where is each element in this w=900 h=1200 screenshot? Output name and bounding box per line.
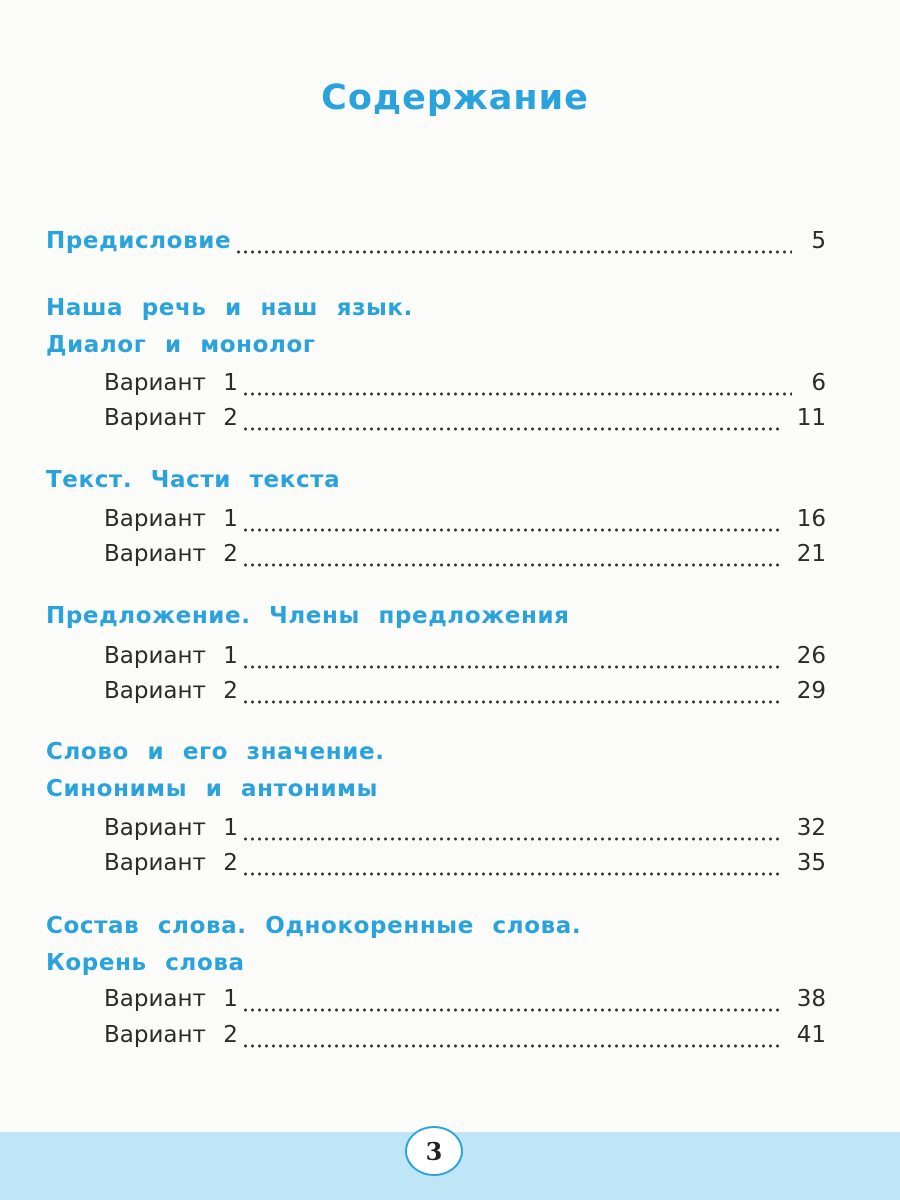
dot-leader	[242, 1044, 783, 1048]
toc-page-number: 41	[796, 1022, 826, 1048]
toc-entry-label: Предисловие	[46, 228, 232, 254]
toc-entry-variant[interactable]	[104, 815, 826, 849]
page-title: Содержание	[321, 78, 589, 118]
toc-page-number: 35	[796, 850, 826, 876]
section-heading	[46, 908, 581, 982]
toc-page-number: 21	[796, 541, 826, 567]
section-heading	[46, 734, 385, 808]
toc-entry-label: Вариант 2	[104, 541, 238, 567]
dot-leader	[242, 665, 783, 669]
toc-page-number: 16	[796, 506, 826, 532]
toc-page-number: 5	[811, 228, 826, 254]
section-heading	[46, 462, 340, 499]
toc-entry-label: Вариант 1	[104, 506, 238, 532]
toc-entry-variant[interactable]	[104, 678, 826, 712]
toc-entry-label: Вариант 2	[104, 405, 238, 431]
section-heading	[46, 598, 570, 635]
toc-entry-variant[interactable]	[104, 643, 826, 677]
toc-page-number: 11	[796, 405, 826, 431]
dot-leader	[242, 528, 783, 532]
toc-entry-label: Вариант 1	[104, 815, 238, 841]
toc-page-number: 29	[796, 678, 826, 704]
toc-entry-preface[interactable]	[46, 228, 826, 262]
toc-entry-label: Вариант 1	[104, 986, 238, 1012]
section-heading-line: Слово и его значение.	[46, 739, 385, 765]
toc-entry-label: Вариант 2	[104, 850, 238, 876]
toc-entry-variant[interactable]	[104, 850, 826, 884]
section-heading-line: Синонимы и антонимы	[46, 776, 378, 802]
dot-leader	[242, 427, 783, 431]
toc-entry-label: Вариант 1	[104, 643, 238, 669]
toc-page-number: 32	[796, 815, 826, 841]
dot-leader	[242, 563, 783, 567]
toc-page-number: 38	[796, 986, 826, 1012]
toc-entry-label: Вариант 2	[104, 678, 238, 704]
section-heading	[46, 290, 413, 364]
section-heading-line: Диалог и монолог	[46, 332, 316, 358]
toc-page-number: 26	[796, 643, 826, 669]
dot-leader	[242, 872, 783, 876]
toc-entry-variant[interactable]	[104, 370, 826, 404]
dot-leader	[235, 250, 792, 254]
toc-entry-variant[interactable]	[104, 506, 826, 540]
dot-leader	[242, 1008, 783, 1012]
dot-leader	[242, 837, 783, 841]
section-heading-line: Наша речь и наш язык.	[46, 295, 413, 321]
section-heading-line: Состав слова. Однокоренные слова.	[46, 913, 582, 939]
toc-entry-variant[interactable]	[104, 405, 826, 439]
toc-page-number: 6	[811, 370, 826, 396]
toc-entry-variant[interactable]	[104, 1022, 826, 1056]
page-number-badge: 3	[405, 1126, 463, 1176]
section-heading-line: Корень слова	[46, 950, 245, 976]
section-heading-line: Предложение. Члены предложения	[46, 603, 570, 629]
toc-entry-label: Вариант 1	[104, 370, 238, 396]
toc-entry-label: Вариант 2	[104, 1022, 238, 1048]
dot-leader	[242, 700, 783, 704]
section-heading-line: Текст. Части текста	[46, 467, 341, 493]
toc-entry-variant[interactable]	[104, 986, 826, 1020]
dot-leader	[242, 392, 792, 396]
toc-entry-variant[interactable]	[104, 541, 826, 575]
